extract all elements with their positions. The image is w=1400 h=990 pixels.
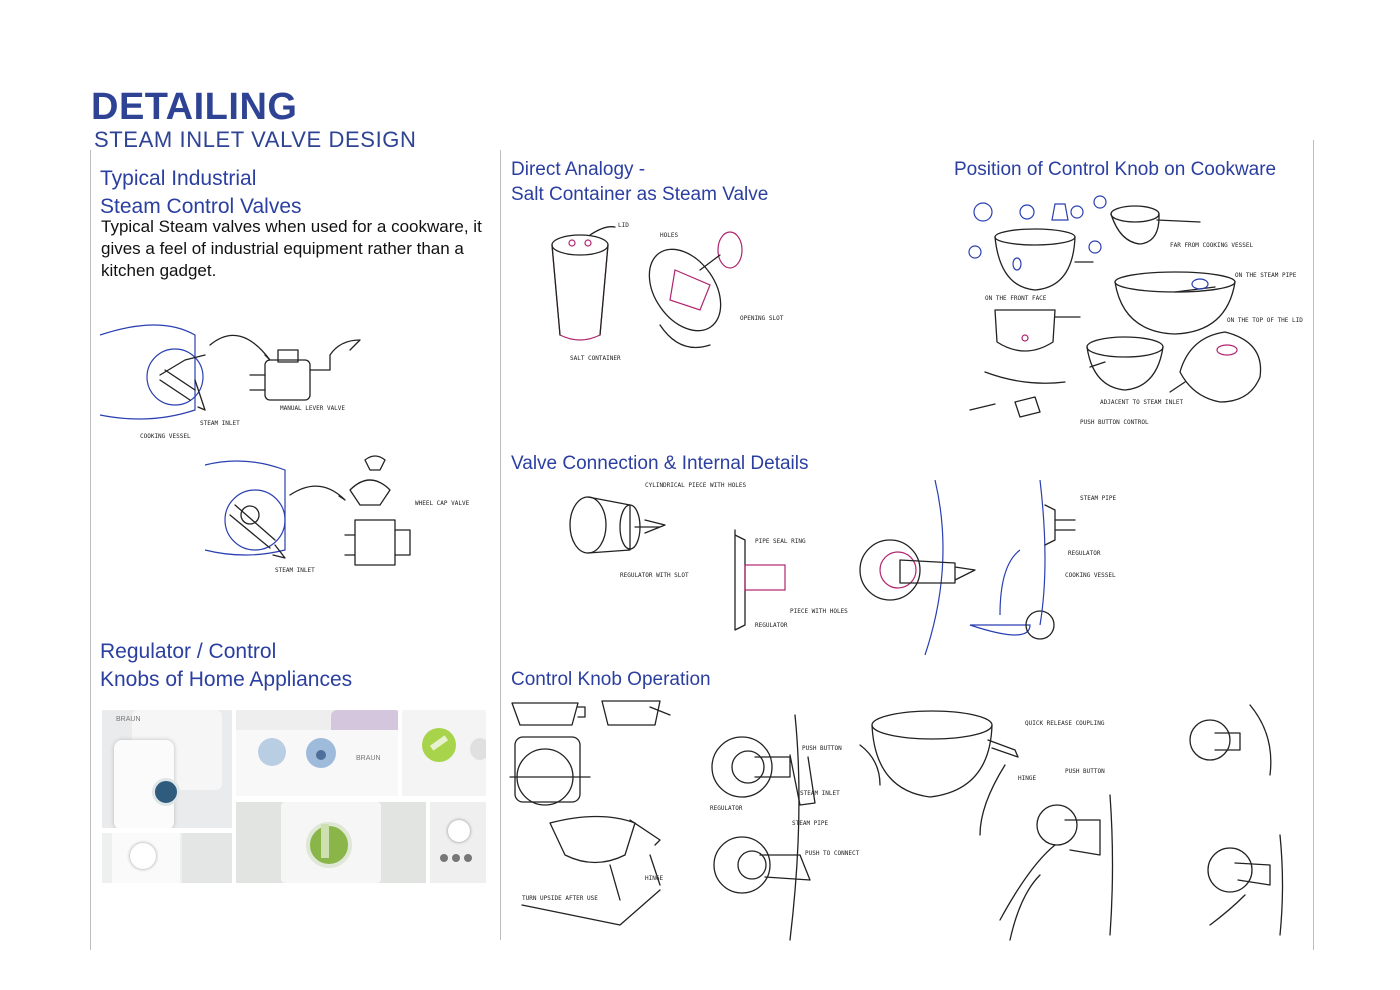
appliance-photo-5 <box>236 802 426 883</box>
position-far-label: FAR FROM COOKING VESSEL <box>1170 242 1254 249</box>
knob-operation-sketches <box>510 695 1290 945</box>
industrial-heading-line1: Typical Industrial <box>100 167 257 190</box>
photo1-brand: BRAUN <box>116 716 141 723</box>
valve-regulator-label: REGULATOR <box>755 622 788 629</box>
sketch1-inlet-label: STEAM INLET <box>200 420 240 427</box>
appliance-photo-2 <box>236 710 398 796</box>
valve-regulator-slot-label: REGULATOR WITH SLOT <box>620 572 689 579</box>
knob-position-sketches <box>965 192 1303 442</box>
industrial-heading-line2: Steam Control Valves <box>100 195 302 218</box>
analogy-lid-label: LID <box>618 222 629 229</box>
knob-hinge2-label: HINGE <box>1018 775 1037 782</box>
analogy-heading-line2: Salt Container as Steam Valve <box>511 184 769 205</box>
appliance-photo-3 <box>402 710 486 796</box>
position-pipe-label: ON THE STEAM PIPE <box>1235 272 1297 279</box>
page-title: DETAILING <box>91 86 298 128</box>
sketch1-valve-label: MANUAL LEVER VALVE <box>280 405 346 412</box>
valve-vessel-label: COOKING VESSEL <box>1065 572 1116 579</box>
knob-steam-inlet-label: STEAM INLET <box>800 790 840 797</box>
valve-regulator2-label: REGULATOR <box>1068 550 1101 557</box>
knob-steam-pipe-label: STEAM PIPE <box>792 820 829 827</box>
knob-push-label: PUSH BUTTON <box>802 745 842 752</box>
regulator-heading-line2: Knobs of Home Appliances <box>100 668 353 691</box>
right-border <box>1313 140 1314 950</box>
knob-operation-heading: Control Knob Operation <box>511 669 711 690</box>
knob-regulator-label: REGULATOR <box>710 805 743 812</box>
valve-connection-sketches <box>560 475 1120 660</box>
analogy-heading-line1: Direct Analogy - <box>511 159 646 180</box>
knob-push2-label: PUSH BUTTON <box>1065 768 1105 775</box>
appliance-photo-6 <box>430 802 486 883</box>
sketch1-vessel-label: COOKING VESSEL <box>140 433 191 440</box>
industrial-valves-heading <box>100 165 302 221</box>
left-border <box>90 150 91 950</box>
analogy-slot-label: OPENING SLOT <box>740 315 784 322</box>
salt-container-sketch <box>550 215 790 365</box>
analogy-container-label: SALT CONTAINER <box>570 355 621 362</box>
wheel-valve-sketch <box>205 460 485 590</box>
industrial-valves-description: Typical Steam valves when used for a cookware, it gives a feel of industrial equipment rather than a kitchen gadget. <box>101 217 482 280</box>
valve-steam-pipe-label: STEAM PIPE <box>1080 495 1117 502</box>
page-subtitle: STEAM INLET VALVE DESIGN <box>94 127 417 152</box>
knob-push-connect-label: PUSH TO CONNECT <box>805 850 860 857</box>
sketch2-inlet-label: STEAM INLET <box>275 567 315 574</box>
knob-hinge-label: HINGE <box>645 875 664 882</box>
position-front-label: ON THE FRONT FACE <box>985 295 1047 302</box>
regulator-heading-line1: Regulator / Control <box>100 640 277 663</box>
position-heading: Position of Control Knob on Cookware <box>954 159 1277 180</box>
lever-valve-sketch <box>100 315 480 455</box>
valve-connection-heading: Valve Connection & Internal Details <box>511 453 809 474</box>
appliance-photo-4 <box>102 833 232 883</box>
knob-turn-label: TURN UPSIDE AFTER USE <box>522 895 598 902</box>
regulator-heading <box>100 638 352 694</box>
position-push-label: PUSH BUTTON CONTROL <box>1080 419 1149 426</box>
appliance-photo-1 <box>102 710 232 828</box>
photo2-brand: BRAUN <box>356 755 381 762</box>
position-adjacent-label: ADJACENT TO STEAM INLET <box>1100 399 1184 406</box>
valve-cylinder-label: CYLINDRICAL PIECE WITH HOLES <box>645 482 747 489</box>
knob-quick-label: QUICK RELEASE COUPLING <box>1025 720 1105 727</box>
analogy-holes-label: HOLES <box>660 232 679 239</box>
position-top-label: ON THE TOP OF THE LID <box>1227 317 1303 324</box>
valve-piece-holes-label: PIECE WITH HOLES <box>790 608 848 615</box>
valve-seal-label: PIPE SEAL RING <box>755 538 806 545</box>
analogy-heading <box>511 157 768 207</box>
sketch2-valve-label: WHEEL CAP VALVE <box>415 500 470 507</box>
